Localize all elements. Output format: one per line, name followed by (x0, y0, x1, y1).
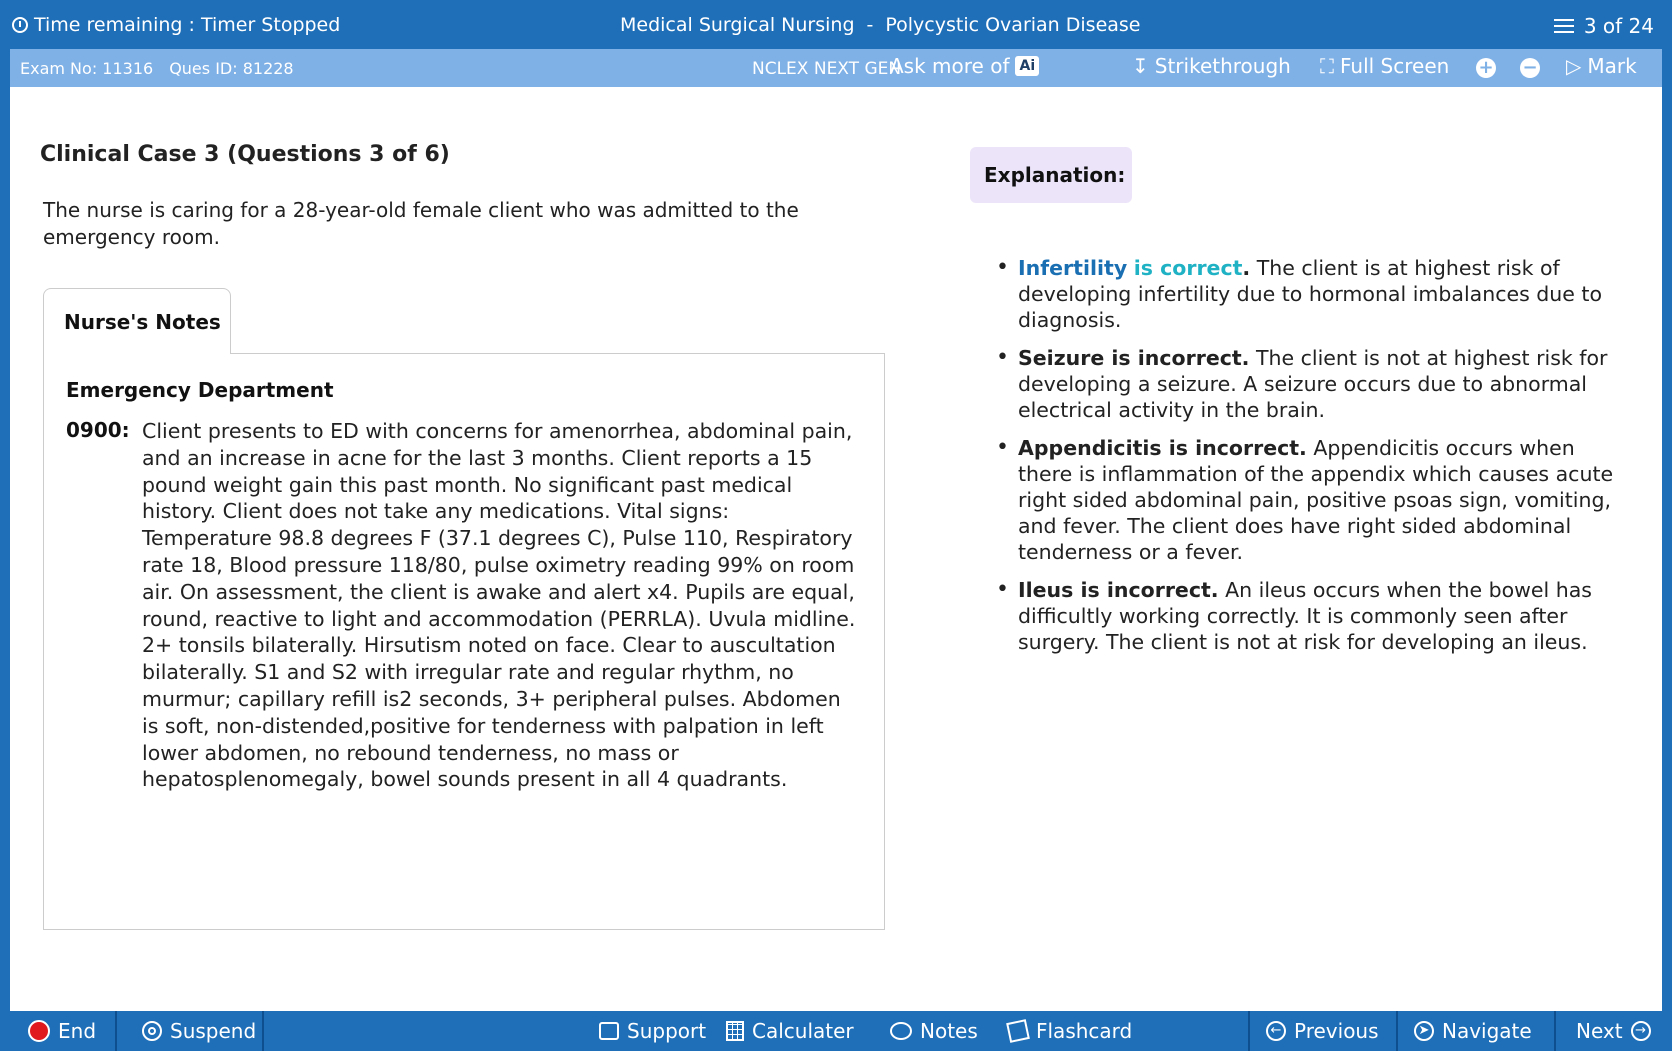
note-time: 0900: (66, 418, 130, 442)
exam-type: NCLEX NEXT GEN (752, 59, 902, 79)
next-button[interactable] (1562, 1011, 1665, 1051)
incorrect-lead: Appendicitis is incorrect. (1018, 436, 1307, 460)
correct-term: Infertility (1018, 256, 1128, 280)
suspend-button[interactable] (128, 1011, 270, 1051)
question-id: Ques ID: 81228 (169, 59, 294, 78)
flashcard-label: Flashcard (1036, 1019, 1133, 1043)
support-label: Support (627, 1019, 707, 1043)
incorrect-lead: Seizure is incorrect. (1018, 346, 1250, 370)
list-item (988, 577, 1628, 655)
counter-label: 3 of 24 (1583, 14, 1654, 38)
strikethrough-button[interactable] (1132, 54, 1291, 78)
strikethrough-icon: ↧ (1132, 54, 1149, 78)
note-text: Client presents to ED with concerns for amenorrhea, abdominal pain, and an increase in acne for the last 3 months. Client reports a 15 pound weight gain this past month. No significant past medical history. Client does not take any medications. Vital signs: Temperature 98.8 degrees F (37.1 degrees C), Pulse 110, Respiratory rate 18, Blood pressure 118/80, pulse oximetry reading 99% on room air. On assessment, the client is awake and alert x4. Pupils are equal, round, reactive to light and accommodation (PERRLA). Uvula midline. 2+ tonsils bilaterally. Hirsutism noted on face. Clear to auscultation bilaterally. S1 and S2 with irregular rate and regular rhythm, no murmur; capillary refill is2 seconds, 3+ peripheral pulses. Abdomen is soft, non-distended,positive for tenderness with palpation in left lower abdomen, no rebound tenderness, no mass or hepatosplenomegaly, bowel sounds present in all 4 quadrants. (142, 419, 856, 792)
stack-icon (1554, 19, 1574, 33)
correct-verdict: is correct (1133, 256, 1243, 280)
previous-label: Previous (1294, 1019, 1379, 1043)
compass-icon: ➤ (1414, 1021, 1434, 1041)
subject-label: Medical Surgical Nursing (620, 14, 855, 36)
explanation-list (988, 255, 1628, 667)
flashcard-button[interactable] (994, 1011, 1146, 1051)
suspend-label: Suspend (170, 1019, 257, 1043)
end-button[interactable] (14, 1011, 110, 1051)
nurses-notes-panel (43, 353, 885, 930)
department-heading: Emergency Department (66, 378, 334, 402)
expand-icon: ⛶ (1320, 54, 1334, 78)
full-screen-button[interactable] (1320, 54, 1449, 78)
title-separator: - (866, 14, 874, 36)
explanation-header: Explanation: (970, 147, 1132, 203)
divider (1248, 1011, 1250, 1051)
support-button[interactable] (585, 1011, 720, 1051)
timer (12, 14, 340, 36)
list-item: • Infertility is correct. The client is at highest risk of developing infertility due to hormonal imbalances due to diagnosis. (988, 255, 1628, 333)
arrow-right-icon: → (1631, 1021, 1651, 1041)
strikethrough-label: Strikethrough (1154, 54, 1291, 78)
mark-label: Mark (1587, 54, 1637, 78)
ask-ai-label: Ask more of (890, 54, 1010, 78)
chat-icon (890, 1022, 912, 1040)
stop-icon (28, 1020, 50, 1042)
calculator-label: Calculater (752, 1019, 854, 1043)
exam-title (620, 14, 1141, 36)
full-screen-label: Full Screen (1340, 54, 1450, 78)
previous-button[interactable] (1252, 1011, 1393, 1051)
navigate-label: Navigate (1442, 1019, 1532, 1043)
top-bar (0, 0, 1672, 49)
pause-icon (142, 1021, 162, 1041)
tab-nurses-notes[interactable]: Nurse's Notes (43, 288, 231, 354)
calculator-icon (726, 1021, 744, 1041)
mark-button[interactable] (1566, 54, 1637, 78)
explanation-text: The client is at highest risk of developing infertility due to hormonal imbalances due to diagnosis. (1018, 256, 1602, 332)
plus-icon: + (1476, 58, 1496, 78)
divider (1396, 1011, 1398, 1051)
ask-ai-button[interactable] (890, 54, 1039, 78)
explanation-text: The client is not at highest risk for developing a seizure. A seizure occurs due to abnormal electrical activity in the brain. (1018, 346, 1608, 422)
end-label: End (58, 1019, 97, 1043)
zoom-in-button[interactable] (1476, 58, 1496, 78)
timer-label: Time remaining : Timer Stopped (34, 14, 341, 36)
support-icon (599, 1022, 619, 1040)
divider (1554, 1011, 1556, 1051)
flashcard-icon (1006, 1019, 1030, 1043)
flag-icon: ▷ (1566, 54, 1582, 78)
question-counter (1554, 14, 1654, 38)
topic-label: Polycystic Ovarian Disease (885, 14, 1141, 36)
incorrect-lead: Ileus is incorrect. (1018, 578, 1219, 602)
arrow-left-icon: ← (1266, 1021, 1286, 1041)
clock-icon (12, 17, 28, 33)
toolbar (10, 49, 1662, 87)
list-item (988, 345, 1628, 423)
explanation-text: An ileus occurs when the bowel has difficultly working correctly. It is commonly seen after surgery. The client is not at risk for developing an ileus. (1018, 578, 1592, 654)
divider (262, 1011, 264, 1051)
list-item (988, 435, 1628, 565)
bottom-bar (0, 1011, 1672, 1051)
navigate-button[interactable] (1400, 1011, 1546, 1051)
calculator-button[interactable] (712, 1011, 868, 1051)
notes-label: Notes (920, 1019, 978, 1043)
explanation-text: Appendicitis occurs when there is inflammation of the appendix which causes acute right sided abdominal pain, positive psoas sign, vomiting, and fever. The client does have right sided abdominal tenderness or a fever. (1018, 436, 1614, 564)
ai-icon: Ai (1015, 56, 1039, 76)
exam-number: Exam No: 11316 (20, 59, 154, 78)
case-title: Clinical Case 3 (Questions 3 of 6) (40, 142, 450, 167)
notes-button[interactable] (876, 1011, 992, 1051)
case-intro: The nurse is caring for a 28-year-old female client who was admitted to the emergency room. (43, 198, 799, 249)
zoom-out-button[interactable] (1520, 58, 1540, 78)
divider (115, 1011, 117, 1051)
main-content (10, 87, 1662, 1011)
next-label: Next (1576, 1019, 1623, 1043)
minus-icon: − (1520, 58, 1540, 78)
